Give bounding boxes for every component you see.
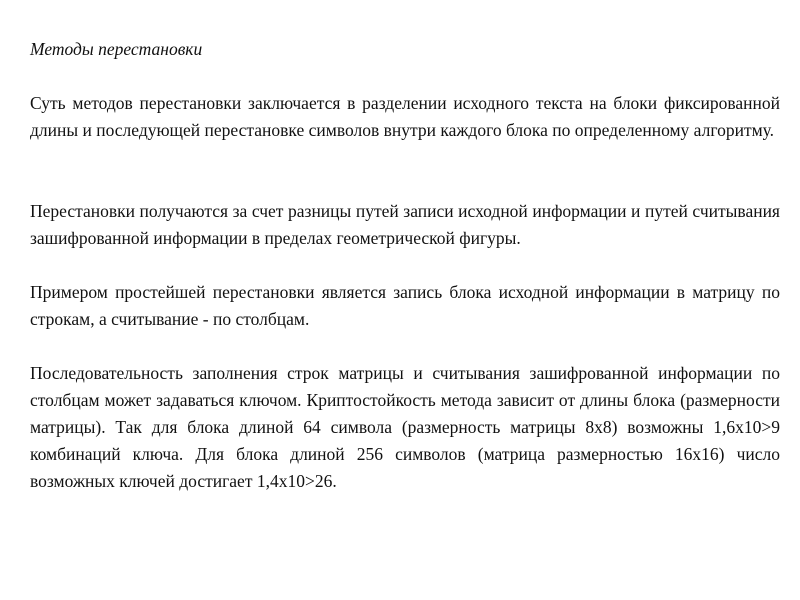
paragraph-definition: Суть методов перестановки заключается в разделении исходного текста на блоки фиксированной длины и последующей перестановке символов внутри каждого блока по определенному алгоритму. — [30, 93, 780, 140]
paragraph-simple-example: Примером простейшей перестановки является запись блока исходной информации в матрицу по строкам, а считывание - по столбцам. — [30, 282, 780, 329]
spacer — [30, 252, 780, 279]
paragraph-key-strength: Последовательность заполнения строк матрицы и считывания зашифрованной информации по столбцам может задаваться ключом. Криптостойкость метода зависит от длины блока (размерности матрицы). Так для блока длиной 64 символа (размерность матрицы 8х8) возможны 1,6х10>9 комбинаций ключа. Для блока длиной 256 символов (матрица размерностью 16х16) число возможных ключей достигает 1,4х10>26. — [30, 363, 780, 491]
spacer — [30, 144, 780, 198]
paragraph-permutation-origin: Перестановки получаются за счет разницы путей записи исходной информации и путей считывания зашифрованной информации в пределах геометрической фигуры. — [30, 201, 780, 248]
spacer — [30, 333, 780, 360]
slide-title: Методы перестановки — [30, 39, 203, 59]
